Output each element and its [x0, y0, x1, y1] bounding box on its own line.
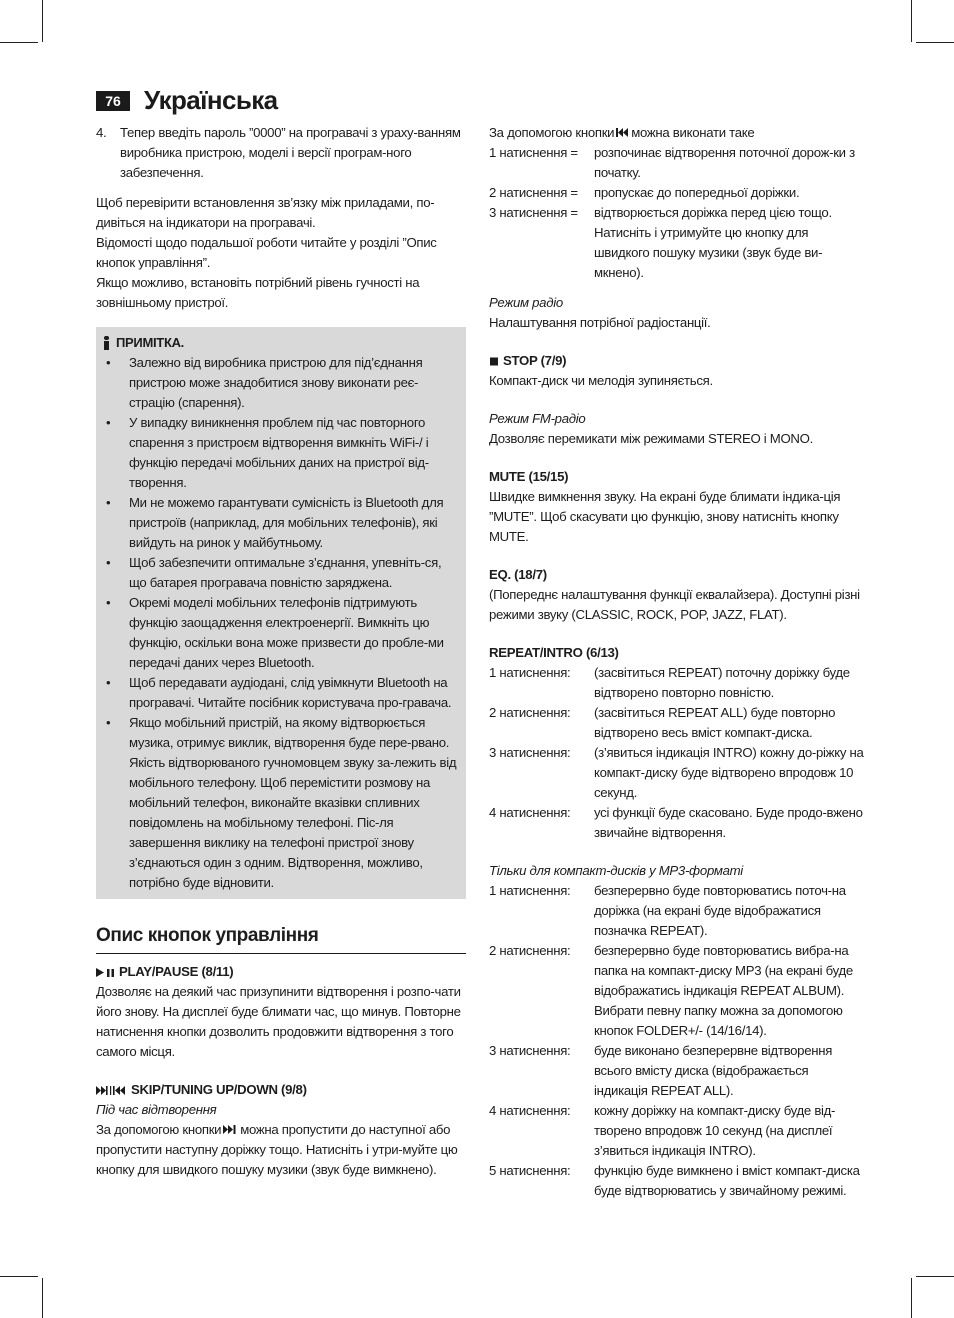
crop-mark: [42, 1278, 43, 1318]
bullet-text: У випадку виникнення проблем під час повторного спарення з пристроєм відтворення вимкніть WiFi-/ і функцію передачі мобільних даних на пристрої від-творення.: [129, 415, 429, 490]
paragraph: [96, 1120, 466, 1180]
paragraph: Компакт-диск чи мелодія зупиняється.: [489, 373, 713, 388]
crop-mark: [42, 0, 43, 42]
subheading: Тільки для компакт-дисків у MP3-форматі: [489, 863, 743, 878]
paragraph: Налаштування потрібної радіостанції.: [489, 315, 711, 330]
press-count: 1 натиснення =: [489, 145, 578, 160]
text-fragment: можна виконати таке: [631, 125, 755, 140]
press-action: безперервно буде повторюватись вибра-на папка на компакт-диску MP3 (на екрані буде відображатись індикація REPEAT ALBUM). Вибрати певну папку можна за допомогою кнопок FOLDER+/- (14/16/14).: [594, 943, 853, 1038]
press-row: [489, 1161, 865, 1201]
bullet-text: Щоб забезпечити оптимальне з’єднання, упевніть-ся, що батарея програвача повністю заряджена.: [129, 555, 442, 590]
subheading: Під час відтворення: [96, 1102, 217, 1117]
paragraph: Швидке вимкнення звуку. На екрані буде блимати індика-ція ”MUTE”. Щоб скасувати цю функцію, знову натисніть кнопку MUTE.: [489, 489, 841, 544]
page-number: 76: [96, 91, 130, 111]
repeat-heading: REPEAT/INTRO (6/13): [489, 645, 619, 660]
list-item: • Ми не можемо гарантувати сумісність із Bluetooth для пристроїв (наприклад, для мобільних телефонів), які вийдуть на ринок у майбутньому.: [102, 493, 458, 553]
mute-heading: MUTE (15/15): [489, 469, 569, 484]
heading-text: STOP (7/9): [503, 353, 567, 368]
skip-forward-icon: [222, 1124, 239, 1135]
skip-heading: [96, 1080, 466, 1100]
press-row: [489, 663, 865, 703]
note-box: [96, 327, 466, 899]
note-heading: [102, 333, 458, 353]
text-fragment: можна пропустити до наступної або пропустити наступну доріжку тощо. Натисніть і утри-муйте цю кнопку для швидкого пошуку музики (звук буде вимкнено).: [96, 1122, 458, 1177]
list-item: • Якщо мобільний пристрій, на якому відтворюється музика, отримує виклик, відтворення буде пере-рвано. Якість відтворюваного гучномовцем звуку за-лежить від мобільного телефону. Щоб перемістити розмову на мобільний телефон, виконайте вказівки спливних повідомлень на мобільному телефоні. Піс-ля завершення виклику на телефоні пристрої знову з’єднаються один з одним. Відтворення, можливо, потрібно буде відновити.: [102, 713, 458, 893]
press-count: 3 натиснення:: [489, 745, 571, 760]
press-row: [489, 803, 865, 843]
press-row: [489, 941, 865, 1041]
press-action: буде виконано безперервне відтворення всього вмісту диска (відображається індикація REPEAT ALL).: [594, 1043, 833, 1098]
paragraph: Дозволяє перемикати між режимами STEREO і MONO.: [489, 431, 813, 446]
crop-mark: [0, 42, 38, 43]
info-icon: [102, 336, 111, 350]
press-row: [489, 1101, 865, 1161]
stop-icon: [489, 356, 500, 367]
heading-text: PLAY/PAUSE (8/11): [119, 964, 234, 979]
list-item: • Залежно від виробника пристрою для під’єднання пристрою може знадобитися знову виконати реє-страцію (спарення).: [102, 353, 458, 413]
right-column: [489, 123, 865, 1201]
step-text: Тепер введіть пароль ”0000” на програвачі з ураху-ванням виробника пристрою, моделі і версії програм-ного забезпечення.: [120, 125, 461, 180]
eq-heading: EQ. (18/7): [489, 567, 547, 582]
press-action: усі функції буде скасовано. Буде продо-вжено звичайне відтворення.: [594, 805, 863, 840]
press-row: [489, 203, 865, 283]
press-count: 1 натиснення:: [489, 665, 571, 680]
paragraph: (Попереднє налаштування функції еквалайзера). Доступні різні режими звуку (CLASSIC, ROCK, POP, JAZZ, FLAT).: [489, 587, 860, 622]
paragraph: Щоб перевірити встановлення зв’язку між приладами, по-дивіться на індикатори на програвачі.: [96, 195, 435, 230]
crop-mark: [0, 1276, 38, 1277]
press-action: (засвітиться REPEAT) поточну доріжку буде відтворено повторно повністю.: [594, 665, 850, 700]
press-count: 1 натиснення:: [489, 883, 571, 898]
paragraph: Дозволяє на деякий час призупинити відтворення і розпо-чати його знову. На дисплеї буде блимати час, що минув. Повторне натиснення кнопки дозволить продовжити відтворення з того самого місця.: [96, 984, 461, 1059]
page-title: Українська: [144, 85, 278, 115]
press-action: (з’явиться індикація INTRO) кожну до-ріжку на компакт-диску буде відтворено впродовж 10 секунд.: [594, 745, 864, 800]
crop-mark: [911, 0, 912, 42]
press-count: 2 натиснення =: [489, 185, 578, 200]
press-count: 2 натиснення:: [489, 943, 571, 958]
crop-mark: [916, 1276, 954, 1277]
play-pause-heading: [96, 962, 466, 982]
press-row: [489, 1041, 865, 1101]
bullet-text: Окремі моделі мобільних телефонів підтримують функцію заощадження електроенергії. Вимкніть цю функцію, оскільки вона може призвести до пробле-ми передачі даних через Bluetooth.: [129, 595, 444, 670]
crop-mark: [911, 1278, 912, 1318]
press-count: 4 натиснення:: [489, 805, 571, 820]
press-row: [489, 743, 865, 803]
list-item: • У випадку виникнення проблем під час повторного спарення з пристроєм відтворення вимкніть WiFi-/ і функцію передачі мобільних даних на пристрої від-творення.: [102, 413, 458, 493]
skip-back-icon: [615, 127, 630, 138]
step-number: 4.: [96, 125, 107, 140]
skip-forward-back-icon: [96, 1085, 128, 1096]
press-action: безперервно буде повторюватись поточ-на доріжка (на екрані буде відображатися позначка REPEAT).: [594, 883, 846, 938]
step-item: [96, 123, 466, 183]
press-action: розпочинає відтворення поточної дорож-ки з початку.: [594, 145, 855, 180]
list-item: • Щоб передавати аудіодані, слід увімкнути Bluetooth на програвачі. Читайте посібник користувача про-гравача.: [102, 673, 458, 713]
press-count: 4 натиснення:: [489, 1103, 571, 1118]
press-action: кожну доріжку на компакт-диску буде від-творено впродовж 10 секунд (на дисплеї з’явиться індикація INTRO).: [594, 1103, 836, 1158]
press-action: пропускає до попередньої доріжки.: [594, 185, 800, 200]
bullet-text: Щоб передавати аудіодані, слід увімкнути Bluetooth на програвачі. Читайте посібник користувача про-гравача.: [129, 675, 452, 710]
press-action: відтворюється доріжка перед цією тощо. Натисніть і утримуйте цю кнопку для швидкого пошуку музики (звук буде ви-мкнено).: [594, 205, 832, 280]
press-count: 5 натиснення:: [489, 1163, 571, 1178]
subheading: Режим FM-радіо: [489, 411, 586, 426]
play-pause-icon: [96, 967, 116, 978]
section-heading: Опис кнопок управління: [96, 923, 466, 954]
paragraph: [489, 123, 865, 143]
press-count: 2 натиснення:: [489, 705, 571, 720]
heading-text: SKIP/TUNING UP/DOWN (9/8): [131, 1082, 307, 1097]
press-row: [489, 183, 865, 203]
subheading: Режим радіо: [489, 295, 563, 310]
press-count: 3 натиснення:: [489, 1043, 571, 1058]
bullet-text: Ми не можемо гарантувати сумісність із Bluetooth для пристроїв (наприклад, для мобільних телефонів), які вийдуть на ринок у майбутньому.: [129, 495, 444, 550]
text-fragment: За допомогою кнопки: [96, 1122, 222, 1137]
left-column: [96, 123, 466, 1180]
press-row: [489, 881, 865, 941]
press-action: (засвітиться REPEAT ALL) буде повторно відтворено весь вміст компакт-диска.: [594, 705, 836, 740]
list-item: • Окремі моделі мобільних телефонів підтримують функцію заощадження електроенергії. Вимкніть цю функцію, оскільки вона може призвести до пробле-ми передачі даних через Bluetooth.: [102, 593, 458, 673]
note-title: ПРИМІТКА.: [116, 335, 184, 350]
press-action: функцію буде вимкнено і вміст компакт-диска буде відтворюватись у звичайному режимі.: [594, 1163, 860, 1198]
press-row: [489, 143, 865, 183]
crop-mark: [916, 42, 954, 43]
bullet-text: Якщо мобільний пристрій, на якому відтворюється музика, отримує виклик, відтворення буде пере-рвано. Якість відтворюваного гучномовцем звуку за-лежить від мобільного телефону. Щоб перемістити розмову на мобільний телефон, виконайте вказівки спливних повідомлень на мобільному телефоні. Піс-ля завершення виклику на телефоні пристрої знову з’єднаються один з одним. Відтворення, можливо, потрібно буде відновити.: [129, 715, 457, 890]
press-count: 3 натиснення =: [489, 205, 578, 220]
paragraph: Відомості щодо подальшої роботи читайте у розділі ”Опис кнопок управління”.: [96, 235, 437, 270]
list-item: • Щоб забезпечити оптимальне з’єднання, упевніть-ся, що батарея програвача повністю заряджена.: [102, 553, 458, 593]
text-fragment: За допомогою кнопки: [489, 125, 615, 140]
paragraph: Якщо можливо, встановіть потрібний рівень гучності на зовнішньому пристрої.: [96, 275, 420, 310]
press-row: [489, 703, 865, 743]
bullet-text: Залежно від виробника пристрою для під’єднання пристрою може знадобитися знову виконати реє-страцію (спарення).: [129, 355, 423, 410]
stop-heading: [489, 351, 865, 371]
